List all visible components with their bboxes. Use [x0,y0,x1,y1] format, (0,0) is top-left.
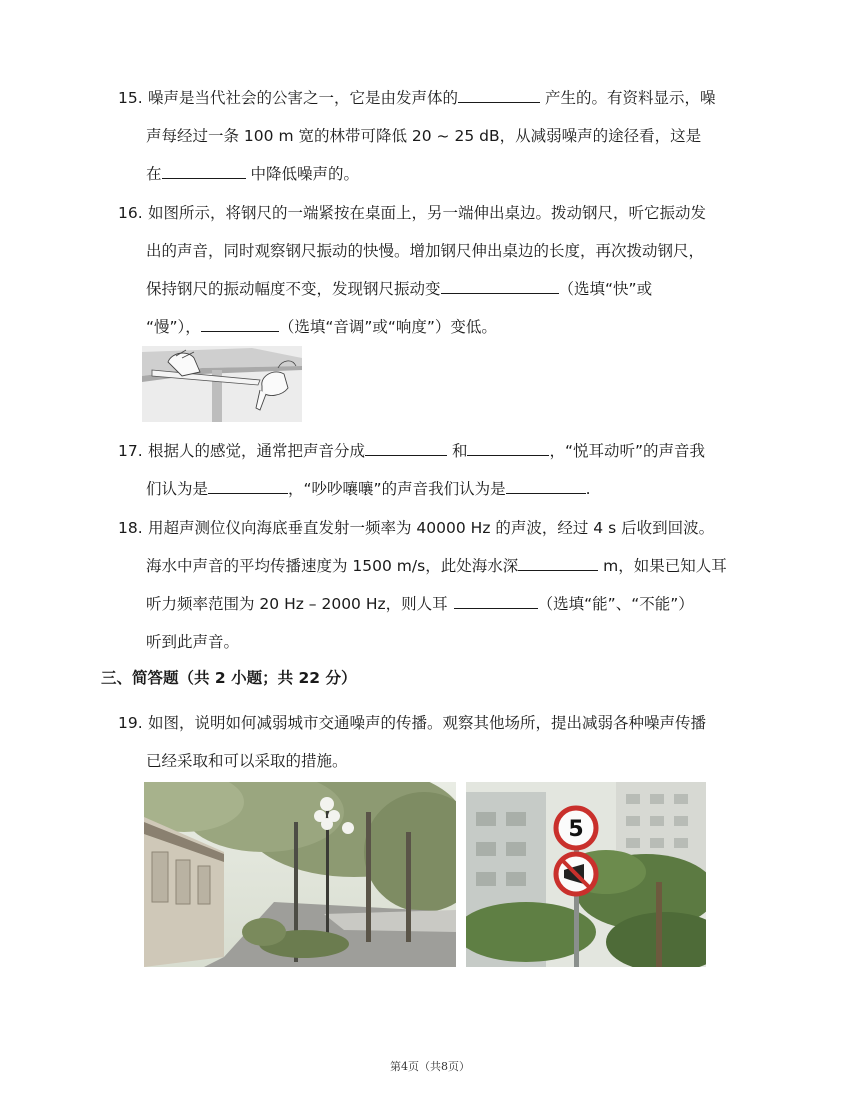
q17-line1-b: 和 [447,442,468,460]
answer-blank[interactable] [506,479,586,494]
q18-line2 [146,554,727,576]
answer-blank[interactable] [467,441,549,456]
q16-line4-b: （选填“音调”或“响度”）变低。 [278,318,497,336]
question-number: 17. [118,442,143,460]
q16-line3-b: （选填“快”或 [558,280,653,298]
answer-blank[interactable] [458,88,540,103]
q18-line1: 用超声测位仪向海底垂直发射一频率为 40000 Hz 的声波，经过 4 s 后收到回波。 [148,519,715,537]
speed-limit-number: 5 [568,817,584,842]
q16-line2: 出的声音，同时观察钢尺振动的快慢。增加钢尺伸出桌边的长度，再次拨动钢尺， [146,242,705,260]
q17-line2 [146,477,591,499]
page-footer: 第4页（共8页） [390,1060,470,1073]
q18-line3-b: （选填“能”、“不能”） [537,595,694,613]
q15-line3-b: 中降低噪声的。 [245,165,359,183]
q19-line1: 如图，说明如何减弱城市交通噪声的传播。观察其他场所，提出减弱各种噪声传播 [148,714,707,732]
question-number: 16. [118,204,143,222]
question-15 [118,86,715,108]
q15-line1-a: 噪声是当代社会的公害之一，它是由发声体的 [148,89,459,107]
q18-line3-a: 听力频率范围为 20 Hz – 2000 Hz，则人耳 [146,595,448,613]
q18-line3 [146,592,694,614]
q16-line1: 如图所示，将钢尺的一端紧按在桌面上，另一端伸出桌边。拨动钢尺，听它振动发 [148,204,707,222]
answer-blank[interactable] [441,279,559,294]
question-18 [118,516,714,538]
q17-line2-a: 们认为是 [146,480,209,498]
q15-line2: 声每经过一条 100 m 宽的林带可降低 20 ~ 25 dB，从减弱噪声的途径看，这是 [146,127,702,145]
ruler-on-desk-illustration [142,346,302,422]
q17-line2-b: ，“吵吵嚷嚷”的声音我们认为是 [288,480,506,498]
q16-line3-a: 保持钢尺的振动幅度不变，发现钢尺振动变 [146,280,441,298]
q16-line4 [146,315,497,337]
answer-blank[interactable] [201,317,279,332]
question-number: 18. [118,519,143,537]
q18-line2-a: 海水中声音的平均传播速度为 1500 m/s，此处海水深 [146,557,519,575]
q17-line1-c: ，“悦耳动听”的声音我 [549,442,706,460]
traffic-sign-photo [466,782,706,967]
q18-line2-b: m，如果已知人耳 [598,557,727,575]
answer-blank[interactable] [208,479,288,494]
tree-lined-road-photo [144,782,456,967]
q16-line3 [146,277,652,299]
answer-blank[interactable] [162,164,246,179]
q15-line3 [146,162,359,184]
q15-line1-b: 产生的。有资料显示，噪 [540,89,716,107]
question-16 [118,201,706,223]
answer-blank[interactable] [365,441,447,456]
question-17 [118,439,705,461]
q16-line4-a: “慢”）， [146,318,201,336]
q17-line1-a: 根据人的感觉，通常把声音分成 [148,442,366,460]
q19-line2: 已经采取和可以采取的措施。 [146,752,348,770]
question-number: 19. [118,714,143,732]
question-19 [118,711,706,733]
question-number: 15. [118,89,143,107]
q15-line3-a: 在 [146,165,162,183]
answer-blank[interactable] [518,556,598,571]
answer-blank[interactable] [454,594,538,609]
q17-line2-c: . [585,480,591,498]
q18-line4: 听到此声音。 [146,633,240,651]
section-heading: 三、简答题（共 2 小题；共 22 分） [101,669,357,687]
